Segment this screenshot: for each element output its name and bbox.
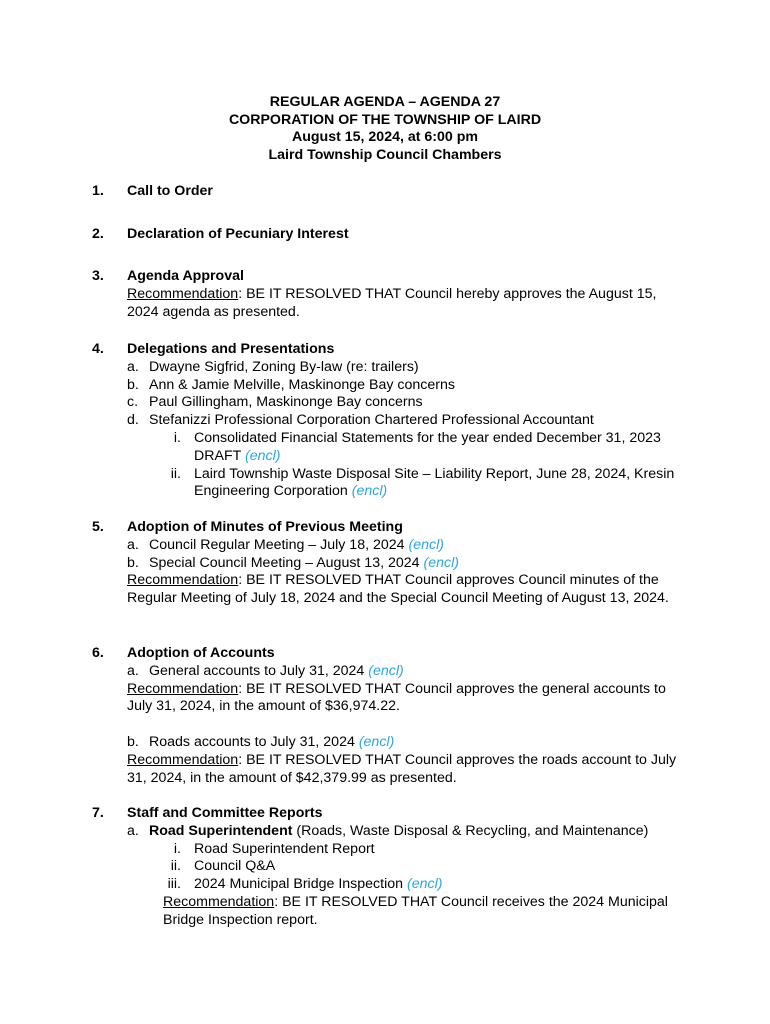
- list-item: [127, 359, 687, 377]
- list-item-text: Road Superintendent Report: [194, 840, 375, 857]
- list-item-text: Paul Gillingham, Maskinonge Bay concerns: [149, 394, 423, 411]
- section-number: 1.: [92, 183, 104, 199]
- list-marker: b.: [127, 554, 139, 571]
- enclosure-link[interactable]: (encl): [368, 662, 404, 679]
- list-item-text: 2024 Municipal Bridge Inspection: [194, 876, 404, 893]
- section-title: Declaration of Pecuniary Interest: [127, 226, 349, 242]
- list-item: [127, 858, 687, 876]
- list-item-text: Stefanizzi Professional Corporation Chartered Professional Accountant: [149, 412, 594, 429]
- list-item-text: Laird Township Waste Disposal Site – Liability Report, June 28, 2024, Kresin Engineering Corporation: [194, 465, 675, 500]
- header-agenda-title: REGULAR AGENDA – AGENDA 27: [269, 94, 501, 110]
- recommendation-text: : BE IT RESOLVED THAT Council receives the 2024 Municipal Bridge Inspection report.: [163, 893, 668, 928]
- section-number: 6.: [92, 645, 104, 661]
- recommendation-text: : BE IT RESOLVED THAT Council hereby approves the August 15, 2024 agenda as presented.: [127, 285, 657, 320]
- list-marker: d.: [127, 412, 139, 429]
- recommendation-text: : BE IT RESOLVED THAT Council approves the roads account to July 31, 2024, in the amount of $42,379.99 as presented.: [127, 751, 677, 786]
- list-item-text: Consolidated Financial Statements for the year ended December 31, 2023 DRAFT: [194, 429, 661, 464]
- section-number: 7.: [92, 805, 104, 821]
- list-item: [127, 394, 687, 412]
- enclosure-link[interactable]: (encl): [358, 733, 395, 750]
- list-item: [127, 823, 687, 841]
- list-marker: a.: [127, 358, 139, 375]
- enclosure-link[interactable]: (encl): [351, 483, 388, 500]
- section-title: Staff and Committee Reports: [127, 805, 323, 821]
- list-marker: i.: [173, 429, 181, 446]
- list-item: [127, 466, 687, 502]
- list-item-text: Council Q&A: [194, 858, 276, 875]
- recommendation-label: Recommendation: [127, 285, 239, 302]
- header-date-time: August 15, 2024, at 6:00 pm: [291, 129, 479, 146]
- recommendation-label: Recommendation: [127, 680, 239, 697]
- section-number: 4.: [92, 341, 104, 357]
- list-item: [127, 734, 687, 752]
- recommendation-text: : BE IT RESOLVED THAT Council approves the general accounts to July 31, 2024, in the amount of $36,974.22.: [127, 680, 666, 715]
- list-item: [127, 537, 687, 555]
- recommendation: [127, 894, 687, 930]
- list-item-heading: Road Superintendent: [149, 822, 293, 839]
- list-item-text: General accounts to July 31, 2024: [149, 662, 365, 679]
- recommendation: [127, 681, 687, 717]
- recommendation: [127, 286, 687, 322]
- list-marker: iii.: [167, 876, 181, 893]
- enclosure-link[interactable]: (encl): [423, 554, 459, 571]
- list-item: [127, 876, 687, 894]
- list-item: [127, 663, 687, 681]
- recommendation-text: : BE IT RESOLVED THAT Council approves Council minutes of the Regular Meeting of July 18, 2024 and the Special Council Meeting of August 13, 2024.: [127, 572, 669, 607]
- section-number: 5.: [92, 519, 104, 535]
- list-marker: a.: [127, 536, 139, 553]
- recommendation-label: Recommendation: [163, 893, 275, 910]
- recommendation-label: Recommendation: [127, 751, 239, 768]
- list-marker: b.: [127, 376, 139, 393]
- list-item: [127, 377, 687, 395]
- list-item: [127, 841, 687, 859]
- header-location: Laird Township Council Chambers: [268, 146, 502, 163]
- section-title: Agenda Approval: [127, 268, 244, 284]
- list-item: [127, 555, 687, 573]
- list-marker: i.: [173, 840, 181, 857]
- list-marker: c.: [127, 394, 139, 411]
- list-marker: a.: [127, 662, 139, 679]
- list-marker: a.: [127, 822, 139, 839]
- section-title: Adoption of Minutes of Previous Meeting: [127, 519, 403, 535]
- list-item-text: (Roads, Waste Disposal & Recycling, and Maintenance): [292, 822, 649, 839]
- section-title: Call to Order: [127, 183, 213, 199]
- list-item-text: Dwayne Sigfrid, Zoning By-law (re: trailers): [149, 358, 419, 375]
- recommendation: [127, 752, 687, 788]
- recommendation: [127, 572, 687, 608]
- section-number: 2.: [92, 226, 104, 242]
- list-item-text: Special Council Meeting – August 13, 2024: [149, 554, 420, 571]
- list-item: [127, 412, 687, 430]
- recommendation-label: Recommendation: [127, 572, 239, 589]
- header-corporation: CORPORATION OF THE TOWNSHIP OF LAIRD: [228, 111, 542, 128]
- section-number: 3.: [92, 268, 104, 284]
- list-item-text: Council Regular Meeting – July 18, 2024: [149, 536, 405, 553]
- list-marker: b.: [127, 733, 139, 750]
- agenda-header: [0, 94, 770, 164]
- list-item-text: Roads accounts to July 31, 2024: [149, 733, 355, 750]
- list-item-text: Ann & Jamie Melville, Maskinonge Bay concerns: [149, 376, 455, 393]
- section-title: Adoption of Accounts: [127, 645, 275, 661]
- section-title: Delegations and Presentations: [127, 341, 335, 357]
- enclosure-link[interactable]: (encl): [244, 447, 281, 464]
- enclosure-link[interactable]: (encl): [406, 876, 443, 893]
- enclosure-link[interactable]: (encl): [408, 536, 444, 553]
- list-marker: ii.: [170, 858, 181, 875]
- list-marker: ii.: [170, 465, 181, 482]
- list-item: [127, 430, 687, 466]
